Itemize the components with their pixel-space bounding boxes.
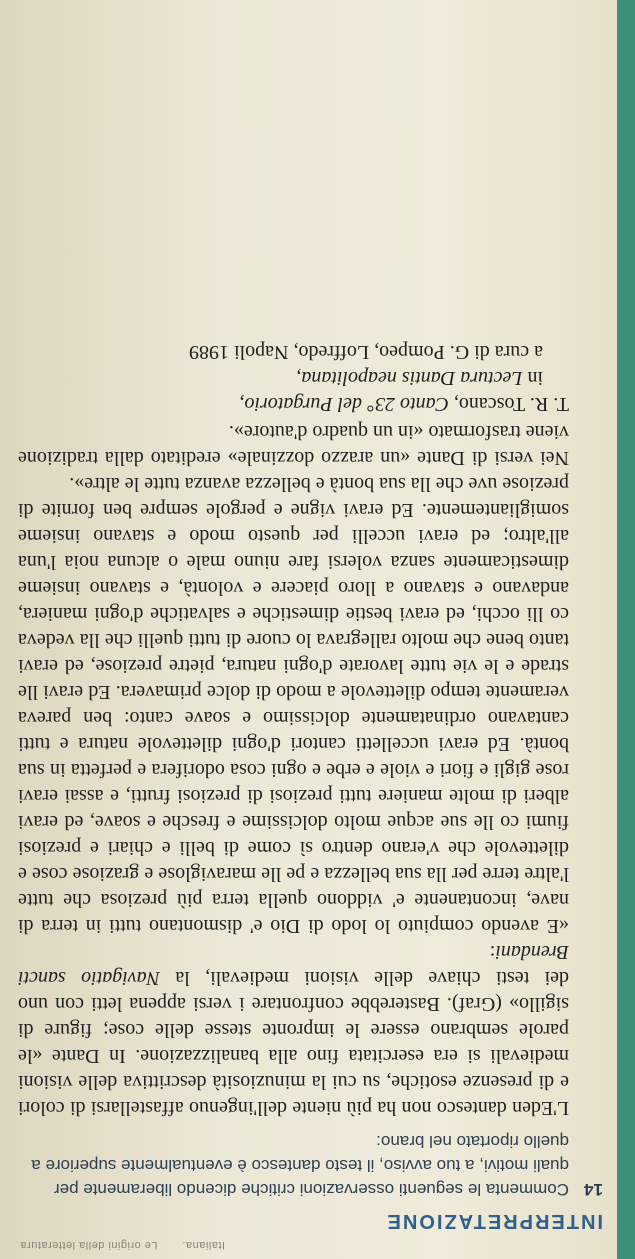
citation-series-line: [18, 365, 569, 391]
commentary-block: [18, 339, 603, 1121]
commentary-colon: :: [489, 941, 496, 963]
commentary-text: L'Eden dantesco non ha più niente dell'ingenuo affastellarsi di colori e di presenze esotiche, su cui la minuziosità descrittiva delle visioni medievali si era esercitata fino alla banalizzazione. In Dante «le parole sembrano essere le impronte stesse delle cose; figure di sigillo» (Graf). Basterebbe confrontare i versi appena letti con uno dei testi chiave delle visioni medievali, la: [18, 967, 569, 1119]
page-content: [18, 339, 603, 1235]
citation: [18, 339, 569, 417]
running-head-left: Italiana.: [181, 1239, 225, 1251]
work-title: Navigatio sancti Brendani: [17, 941, 569, 989]
page-edge-band: [617, 0, 635, 1259]
citation-author: T. R. Toscano,: [453, 393, 569, 415]
exercise-instruction: Commenta le seguenti osservazioni critiche dicendo liberamente per quali motivi, a tuo avviso, il testo dantesco è eventualmente superiore a quello riportato nel brano:: [31, 1132, 569, 1199]
running-head: [20, 1235, 605, 1251]
running-head-right: Le origini della letteratura: [20, 1239, 158, 1251]
citation-title: Canto 23° del Purgatorio,: [239, 393, 449, 415]
exercise-number: 14: [584, 1180, 603, 1199]
citation-publisher: a cura di G. Pompeo, Loffredo, Napoli 1989: [189, 341, 543, 363]
citation-series: Lectura Dantis neapolitana,: [296, 367, 523, 389]
exercise-block: [18, 1129, 603, 1201]
commentary-paragraph-1: [18, 939, 569, 1121]
citation-in: in: [527, 367, 543, 389]
section-title: INTERPRETAZIONE: [385, 1210, 603, 1232]
commentary-paragraph-2: Nei versi di Dante «un arazzo dozzinale» ereditato dalla tradizione viene trasformato «in un quadro d'autore».: [18, 421, 569, 469]
medieval-quote: «E avendo compiuto lo lodo di Dio e' dismontano tutti in terra di nave, incontanente e' viddono quella terra più preziosa che tutte l'altre terre per lla sua bellezza e pe lle maraviglose e graziose cose e dilettevole che v'erano dentro sì come di belli e chiari e preziosi fiumi co lle sue acque molto dolcissime e fresche e soave, ed eravi alberi di molte maniere tutti preziosi di preziosi frutti, e assai eravi rose gigli e fiori e viole e erbe e ogni cosa odorifera e perfetta in sua bontà. Ed eravi uccelletti cantori d'ogni dilettevole natura e tutti cantavano ordinatamente dolcissimo e soave canto: ben pareva veramente tempo dilettevole a modo di dolce primavera. Ed eravi lle strade e le vie tutte lavorate d'ogni natura, pietre preziose, ed eravi tanto bene che molto rallegrava lo cuore di tutti quelli che lla vedeva co lli occhi, ed eravi bestie dimestiche e salvatiche d'ogni maniera, andavano e stavano a lloro piacere e volontà, e stavano insieme dimesticamente sanza volersi fare niuno male o alcuna noia l'una all'altro; ed eravi uccelli per questo modo e stavano insieme somigliantemente. Ed eravi vigne e pergole sempre ben fornite di preziose uve che lla sua bontà e bellezza avanza tutte le altre».: [18, 473, 569, 937]
